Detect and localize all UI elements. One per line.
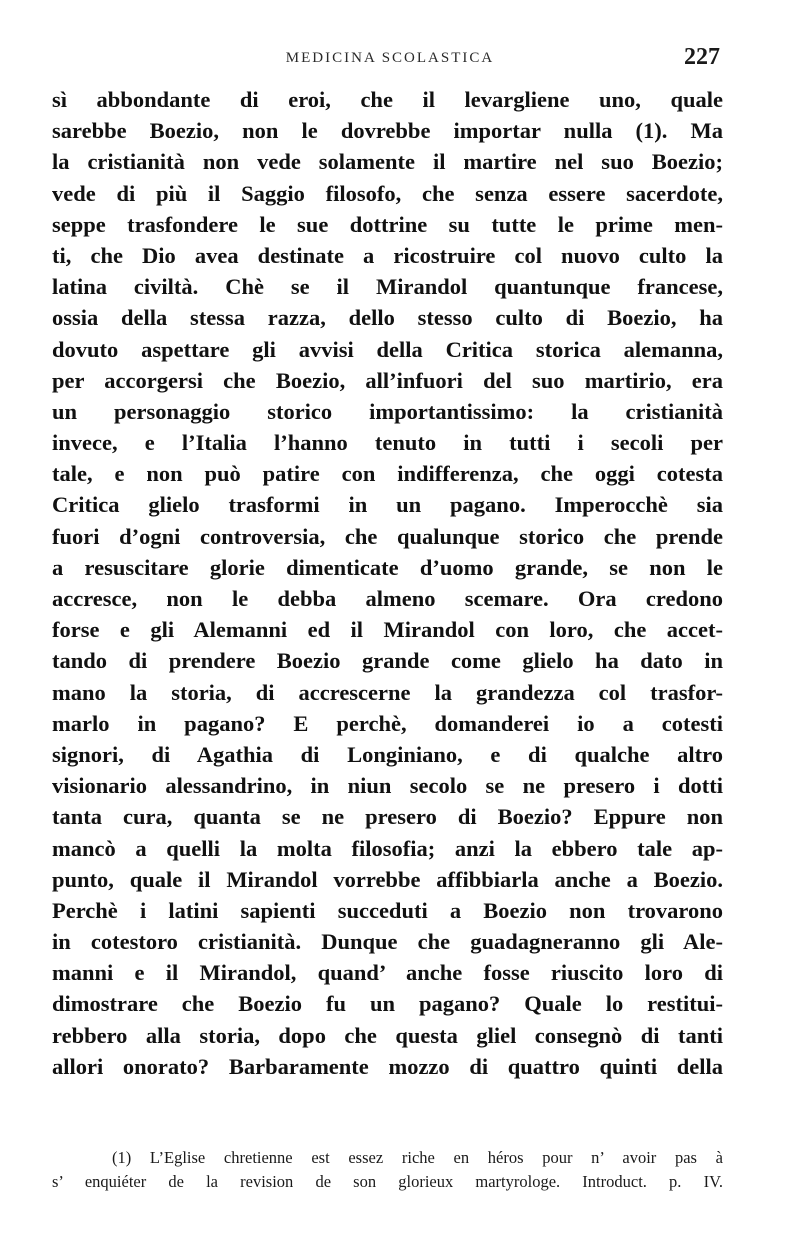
text-line: in cotestoro cristianità. Dunque che guadagneranno gli Ale-	[52, 929, 723, 955]
text-line: invece, e l’Italia l’hanno tenuto in tutti i secoli per	[52, 430, 723, 456]
text-line: dimostrare che Boezio fu un pagano? Quale lo restitui-	[52, 991, 723, 1017]
running-header	[60, 44, 720, 74]
text-line: forse e gli Alemanni ed il Mirandol con loro, che accet-	[52, 617, 723, 643]
text-line: seppe trasfondere le sue dottrine su tutte le prime men-	[52, 211, 723, 237]
text-line: mano la storia, di accrescerne la grandezza col trasfor-	[52, 679, 723, 705]
text-line: mancò a quelli la molta filosofia; anzi la ebbero tale ap-	[52, 835, 723, 861]
footnote-line: (1) L’Eglise chretienne est essez riche en héros pour n’ avoir pas à	[112, 1148, 723, 1167]
text-line: a resuscitare glorie dimenticate d’uomo grande, se non le	[52, 554, 723, 580]
text-line: visionario alessandrino, in niun secolo se ne presero i dotti	[52, 773, 723, 799]
body-text	[52, 84, 723, 1082]
text-line: tale, e non può patire con indifferenza, che oggi cotesta	[52, 461, 723, 487]
text-line: sarebbe Boezio, non le dovrebbe importar nulla (1). Ma	[52, 118, 723, 144]
text-line: dovuto aspettare gli avvisi della Critica storica alemanna,	[52, 336, 723, 362]
page-number: 227	[684, 44, 720, 70]
text-line: allori onorato? Barbaramente mozzo di quattro quinti della	[52, 1053, 723, 1079]
text-line: sì abbondante di eroi, che il levargliene uno, quale	[52, 87, 723, 112]
text-line: latina civiltà. Chè se il Mirandol quantunque francese,	[52, 274, 723, 300]
text-line: ti, che Dio avea destinate a ricostruire col nuovo culto la	[52, 242, 723, 268]
text-line: signori, di Agathia di Longiniano, e di qualche altro	[52, 741, 723, 767]
text-line: tando di prendere Boezio grande come glielo ha dato in	[52, 648, 723, 674]
text-line: un personaggio storico importantissimo: la cristianità	[52, 398, 723, 424]
running-title: MEDICINA SCOLASTICA	[285, 50, 495, 66]
text-line: fuori d’ogni controversia, che qualunque storico che prende	[52, 523, 723, 549]
text-line: Critica glielo trasformi in un pagano. Imperocchè sia	[52, 492, 723, 518]
text-line: tanta cura, quanta se ne presero di Boezio? Eppure non	[52, 804, 723, 830]
text-line: la cristianità non vede solamente il martire nel suo Boezio;	[52, 149, 723, 175]
text-line: manni e il Mirandol, quand’ anche fosse riuscito loro di	[52, 960, 723, 986]
text-line: per accorgersi che Boezio, all’infuori del suo martirio, era	[52, 367, 723, 393]
text-line: punto, quale il Mirandol vorrebbe affibbiarla anche a Boezio.	[52, 866, 723, 892]
footnote-line: s’ enquiéter de la revision de son glorieux martyrologe. Introduct. p. IV.	[52, 1172, 723, 1191]
text-line: ossia della stessa razza, dello stesso culto di Boezio, ha	[52, 305, 723, 331]
text-line: Perchè i latini sapienti succeduti a Boezio non trovarono	[52, 897, 723, 923]
text-line: accresce, non le debba almeno scemare. Ora credono	[52, 586, 723, 611]
text-line: vede di più il Saggio filosofo, che senza essere sacerdote,	[52, 180, 723, 206]
text-line: marlo in pagano? E perchè, domanderei io a cotesti	[52, 710, 723, 736]
text-line: rebbero alla storia, dopo che questa gliel consegnò di tanti	[52, 1022, 723, 1048]
footnote	[52, 1146, 723, 1194]
